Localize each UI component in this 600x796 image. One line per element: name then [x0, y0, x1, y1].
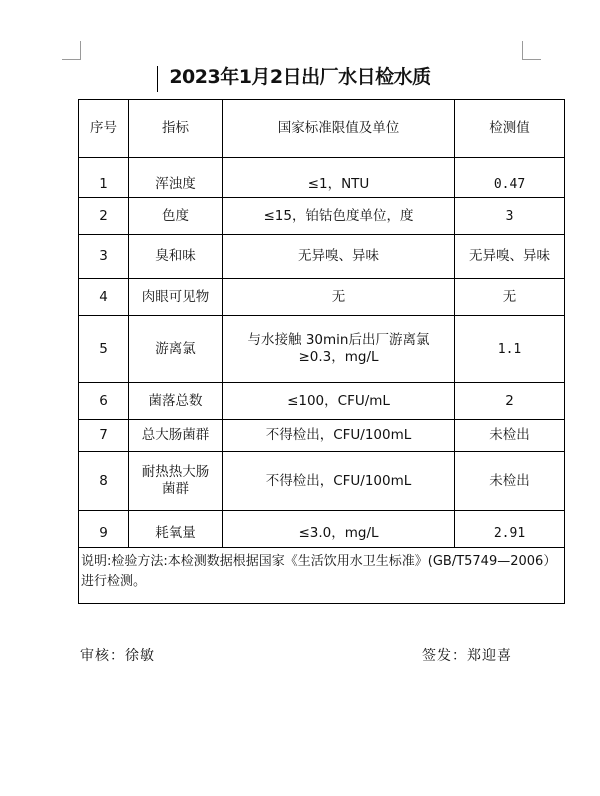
row-item: 游离氯	[129, 316, 223, 383]
table-row	[79, 198, 565, 235]
table-row	[79, 420, 565, 452]
row-standard: 与水接触 30min后出厂游离氯≥0.3，mg/L	[223, 316, 455, 383]
row-item: 耗氧量	[129, 511, 223, 548]
table-note-row	[79, 548, 565, 604]
row-value: 未检出	[455, 452, 565, 511]
row-standard: 无	[223, 279, 455, 316]
row-item: 色度	[129, 198, 223, 235]
row-standard: 无异嗅、异味	[223, 235, 455, 279]
row-value: 无	[455, 279, 565, 316]
table-row	[79, 316, 565, 383]
row-item: 臭和味	[129, 235, 223, 279]
row-no: 1	[79, 158, 129, 198]
row-standard: ≤1，NTU	[223, 158, 455, 198]
row-value: 3	[455, 198, 565, 235]
table-row	[79, 158, 565, 198]
row-item: 耐热热大肠菌群	[129, 452, 223, 511]
table-row	[79, 452, 565, 511]
page-corner-mark-top-right	[522, 41, 541, 60]
row-standard: ≤15，铂钴色度单位，度	[223, 198, 455, 235]
row-value: 2.91	[455, 511, 565, 548]
row-value: 1.1	[455, 316, 565, 383]
text-cursor	[157, 66, 158, 92]
header-cell-item: 指标	[129, 100, 223, 158]
row-no: 7	[79, 420, 129, 452]
table-row	[79, 383, 565, 420]
header-cell-standard: 国家标准限值及单位	[223, 100, 455, 158]
table-header-row	[79, 100, 565, 158]
document-title: 2023年1月2日出厂水日检水质	[169, 66, 431, 88]
row-value: 2	[455, 383, 565, 420]
row-no: 5	[79, 316, 129, 383]
reviewer-label: 审核：徐敏	[80, 648, 155, 664]
row-item: 肉眼可见物	[129, 279, 223, 316]
row-standard: 不得检出，CFU/100mL	[223, 452, 455, 511]
row-no: 2	[79, 198, 129, 235]
row-standard: ≤3.0，mg/L	[223, 511, 455, 548]
row-standard: 不得检出，CFU/100mL	[223, 420, 455, 452]
row-value: 0.47	[455, 158, 565, 198]
row-no: 3	[79, 235, 129, 279]
row-standard: ≤100，CFU/mL	[223, 383, 455, 420]
row-item: 菌落总数	[129, 383, 223, 420]
row-value: 无异嗅、异味	[455, 235, 565, 279]
row-item: 浑浊度	[129, 158, 223, 198]
table-row	[79, 511, 565, 548]
page-corner-mark-top-left	[62, 41, 81, 60]
issuer-label: 签发：郑迎喜	[422, 648, 512, 664]
water-quality-table	[78, 99, 565, 604]
row-no: 9	[79, 511, 129, 548]
table-row	[79, 279, 565, 316]
row-no: 6	[79, 383, 129, 420]
row-item: 总大肠菌群	[129, 420, 223, 452]
table-row	[79, 235, 565, 279]
row-no: 4	[79, 279, 129, 316]
header-cell-value: 检测值	[455, 100, 565, 158]
header-cell-no: 序号	[79, 100, 129, 158]
table-note: 说明:检验方法:本检测数据根据国家《生活饮用水卫生标准》(GB/T5749—2006）进行检测。	[79, 548, 565, 604]
row-no: 8	[79, 452, 129, 511]
row-value: 未检出	[455, 420, 565, 452]
